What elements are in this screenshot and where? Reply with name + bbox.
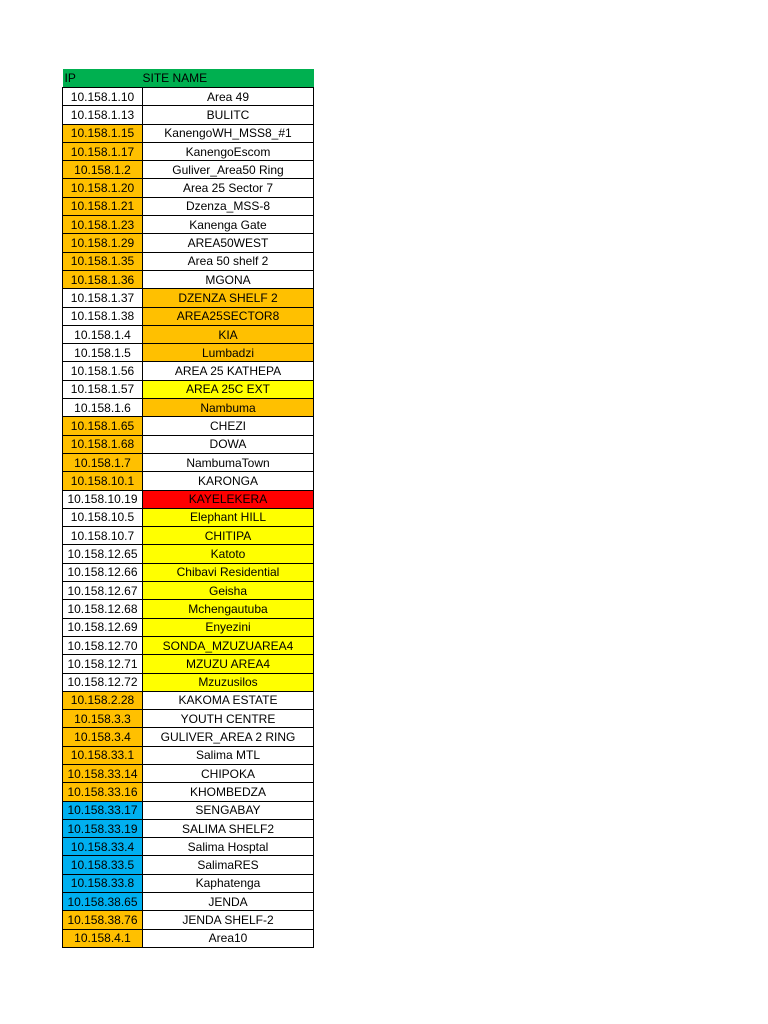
site-ip-table (62, 69, 314, 948)
site-name-cell[interactable]: JENDA SHELF-2 (143, 911, 314, 929)
site-name-cell[interactable]: Enyezini (143, 618, 314, 636)
table-row (63, 399, 314, 417)
site-name-cell[interactable]: KAYELEKERA (143, 490, 314, 508)
table-row (63, 106, 314, 124)
ip-cell[interactable]: 10.158.1.56 (63, 362, 143, 380)
site-name-cell[interactable]: MGONA (143, 270, 314, 288)
ip-cell[interactable]: 10.158.1.29 (63, 234, 143, 252)
table-row (63, 270, 314, 288)
site-name-cell[interactable]: Area 49 (143, 88, 314, 106)
ip-cell[interactable]: 10.158.33.5 (63, 856, 143, 874)
table-row (63, 417, 314, 435)
table-row (63, 545, 314, 563)
table-row (63, 563, 314, 581)
table-row (63, 893, 314, 911)
ip-cell[interactable]: 10.158.12.67 (63, 582, 143, 600)
site-name-cell[interactable]: Chibavi Residential (143, 563, 314, 581)
table-row (63, 801, 314, 819)
ip-cell[interactable]: 10.158.4.1 (63, 929, 143, 947)
table-row (63, 582, 314, 600)
site-name-cell[interactable]: KIA (143, 325, 314, 343)
site-name-cell[interactable]: Geisha (143, 582, 314, 600)
ip-cell[interactable]: 10.158.1.35 (63, 252, 143, 270)
ip-cell[interactable]: 10.158.1.57 (63, 380, 143, 398)
ip-cell[interactable]: 10.158.12.65 (63, 545, 143, 563)
site-name-cell[interactable]: KanengoWH_MSS8_#1 (143, 124, 314, 142)
ip-cell[interactable]: 10.158.1.23 (63, 216, 143, 234)
table-row (63, 490, 314, 508)
site-name-cell[interactable]: CHEZI (143, 417, 314, 435)
table-row (63, 124, 314, 142)
site-name-cell[interactable]: BULITC (143, 106, 314, 124)
site-name-cell[interactable]: GULIVER_AREA 2 RING (143, 728, 314, 746)
site-name-cell[interactable]: Area10 (143, 929, 314, 947)
table-row (63, 856, 314, 874)
table-row (63, 472, 314, 490)
table-row (63, 216, 314, 234)
site-name-column-header[interactable]: SITE NAME (143, 69, 314, 88)
ip-cell[interactable]: 10.158.1.7 (63, 453, 143, 471)
ip-cell[interactable]: 10.158.1.36 (63, 270, 143, 288)
site-name-cell[interactable]: NambumaTown (143, 453, 314, 471)
table-row (63, 508, 314, 526)
table-row (63, 289, 314, 307)
ip-cell[interactable]: 10.158.12.71 (63, 655, 143, 673)
table-row (63, 234, 314, 252)
site-name-cell[interactable]: JENDA (143, 893, 314, 911)
ip-cell[interactable]: 10.158.1.6 (63, 399, 143, 417)
table-row (63, 636, 314, 654)
site-name-cell[interactable]: CHITIPA (143, 527, 314, 545)
site-name-cell[interactable]: Dzenza_MSS-8 (143, 197, 314, 215)
ip-cell[interactable]: 10.158.10.5 (63, 508, 143, 526)
site-name-cell[interactable]: AREA 25 KATHEPA (143, 362, 314, 380)
table-row (63, 764, 314, 782)
ip-cell[interactable]: 10.158.1.10 (63, 88, 143, 106)
table-row (63, 380, 314, 398)
ip-cell[interactable]: 10.158.10.1 (63, 472, 143, 490)
ip-cell[interactable]: 10.158.10.7 (63, 527, 143, 545)
header-row (63, 69, 314, 88)
ip-cell[interactable]: 10.158.33.1 (63, 746, 143, 764)
table-row (63, 838, 314, 856)
ip-cell[interactable]: 10.158.12.69 (63, 618, 143, 636)
site-name-cell[interactable]: CHIPOKA (143, 764, 314, 782)
ip-cell[interactable]: 10.158.33.14 (63, 764, 143, 782)
table-row (63, 691, 314, 709)
site-name-cell[interactable]: SENGABAY (143, 801, 314, 819)
ip-cell[interactable]: 10.158.1.15 (63, 124, 143, 142)
table-row (63, 362, 314, 380)
site-name-cell[interactable]: Lumbadzi (143, 344, 314, 362)
ip-cell[interactable]: 10.158.1.20 (63, 179, 143, 197)
site-name-cell[interactable]: Area 50 shelf 2 (143, 252, 314, 270)
ip-cell[interactable]: 10.158.1.4 (63, 325, 143, 343)
site-name-cell[interactable]: Elephant HILL (143, 508, 314, 526)
table-row (63, 527, 314, 545)
table-row (63, 929, 314, 947)
ip-cell[interactable]: 10.158.33.4 (63, 838, 143, 856)
ip-cell[interactable]: 10.158.10.19 (63, 490, 143, 508)
site-name-cell[interactable]: AREA 25C EXT (143, 380, 314, 398)
ip-cell[interactable]: 10.158.12.66 (63, 563, 143, 581)
ip-cell[interactable]: 10.158.33.8 (63, 874, 143, 892)
ip-cell[interactable]: 10.158.3.3 (63, 710, 143, 728)
table-row (63, 179, 314, 197)
table-row (63, 88, 314, 106)
ip-cell[interactable]: 10.158.1.5 (63, 344, 143, 362)
ip-cell[interactable]: 10.158.33.16 (63, 783, 143, 801)
site-name-cell[interactable]: Mzuzusilos (143, 673, 314, 691)
table-row (63, 142, 314, 160)
table-row (63, 252, 314, 270)
site-name-cell[interactable]: KanengoEscom (143, 142, 314, 160)
table-row (63, 911, 314, 929)
ip-cell[interactable]: 10.158.1.38 (63, 307, 143, 325)
table-row (63, 618, 314, 636)
ip-cell[interactable]: 10.158.3.4 (63, 728, 143, 746)
table-row (63, 344, 314, 362)
table-row (63, 161, 314, 179)
site-name-cell[interactable]: Salima Hosptal (143, 838, 314, 856)
ip-cell[interactable]: 10.158.1.17 (63, 142, 143, 160)
site-name-cell[interactable]: Kanenga Gate (143, 216, 314, 234)
site-name-cell[interactable]: SALIMA SHELF2 (143, 819, 314, 837)
site-name-cell[interactable]: MZUZU AREA4 (143, 655, 314, 673)
site-name-cell[interactable]: DZENZA SHELF 2 (143, 289, 314, 307)
table-row (63, 783, 314, 801)
site-name-cell[interactable]: SONDA_MZUZUAREA4 (143, 636, 314, 654)
table-body (63, 88, 314, 948)
ip-cell[interactable]: 10.158.1.13 (63, 106, 143, 124)
site-name-cell[interactable]: SalimaRES (143, 856, 314, 874)
site-name-cell[interactable]: Katoto (143, 545, 314, 563)
ip-column-header[interactable]: IP (63, 69, 143, 88)
table-row (63, 435, 314, 453)
site-name-cell[interactable]: AREA25SECTOR8 (143, 307, 314, 325)
ip-cell[interactable]: 10.158.12.72 (63, 673, 143, 691)
ip-cell[interactable]: 10.158.1.21 (63, 197, 143, 215)
table-row (63, 874, 314, 892)
site-name-cell[interactable]: Salima MTL (143, 746, 314, 764)
table-row (63, 600, 314, 618)
site-name-cell[interactable]: KHOMBEDZA (143, 783, 314, 801)
table-row (63, 746, 314, 764)
table-row (63, 655, 314, 673)
site-name-cell[interactable]: DOWA (143, 435, 314, 453)
site-name-cell[interactable]: YOUTH CENTRE (143, 710, 314, 728)
table-row (63, 197, 314, 215)
ip-cell[interactable]: 10.158.1.68 (63, 435, 143, 453)
table-row (63, 710, 314, 728)
table-row (63, 819, 314, 837)
ip-cell[interactable]: 10.158.12.68 (63, 600, 143, 618)
site-name-cell[interactable]: Mchengautuba (143, 600, 314, 618)
table-row (63, 728, 314, 746)
ip-cell[interactable]: 10.158.33.19 (63, 819, 143, 837)
table-row (63, 325, 314, 343)
table-row (63, 673, 314, 691)
table-row (63, 453, 314, 471)
ip-cell[interactable]: 10.158.33.17 (63, 801, 143, 819)
ip-cell[interactable]: 10.158.1.37 (63, 289, 143, 307)
site-name-cell[interactable]: Nambuma (143, 399, 314, 417)
site-name-cell[interactable]: Guliver_Area50 Ring (143, 161, 314, 179)
site-name-cell[interactable]: Area 25 Sector 7 (143, 179, 314, 197)
ip-cell[interactable]: 10.158.38.76 (63, 911, 143, 929)
site-name-cell[interactable]: KARONGA (143, 472, 314, 490)
site-name-cell[interactable]: AREA50WEST (143, 234, 314, 252)
table-row (63, 307, 314, 325)
ip-cell[interactable]: 10.158.2.28 (63, 691, 143, 709)
ip-cell[interactable]: 10.158.1.2 (63, 161, 143, 179)
ip-cell[interactable]: 10.158.1.65 (63, 417, 143, 435)
site-name-cell[interactable]: KAKOMA ESTATE (143, 691, 314, 709)
ip-cell[interactable]: 10.158.38.65 (63, 893, 143, 911)
site-name-cell[interactable]: Kaphatenga (143, 874, 314, 892)
ip-cell[interactable]: 10.158.12.70 (63, 636, 143, 654)
